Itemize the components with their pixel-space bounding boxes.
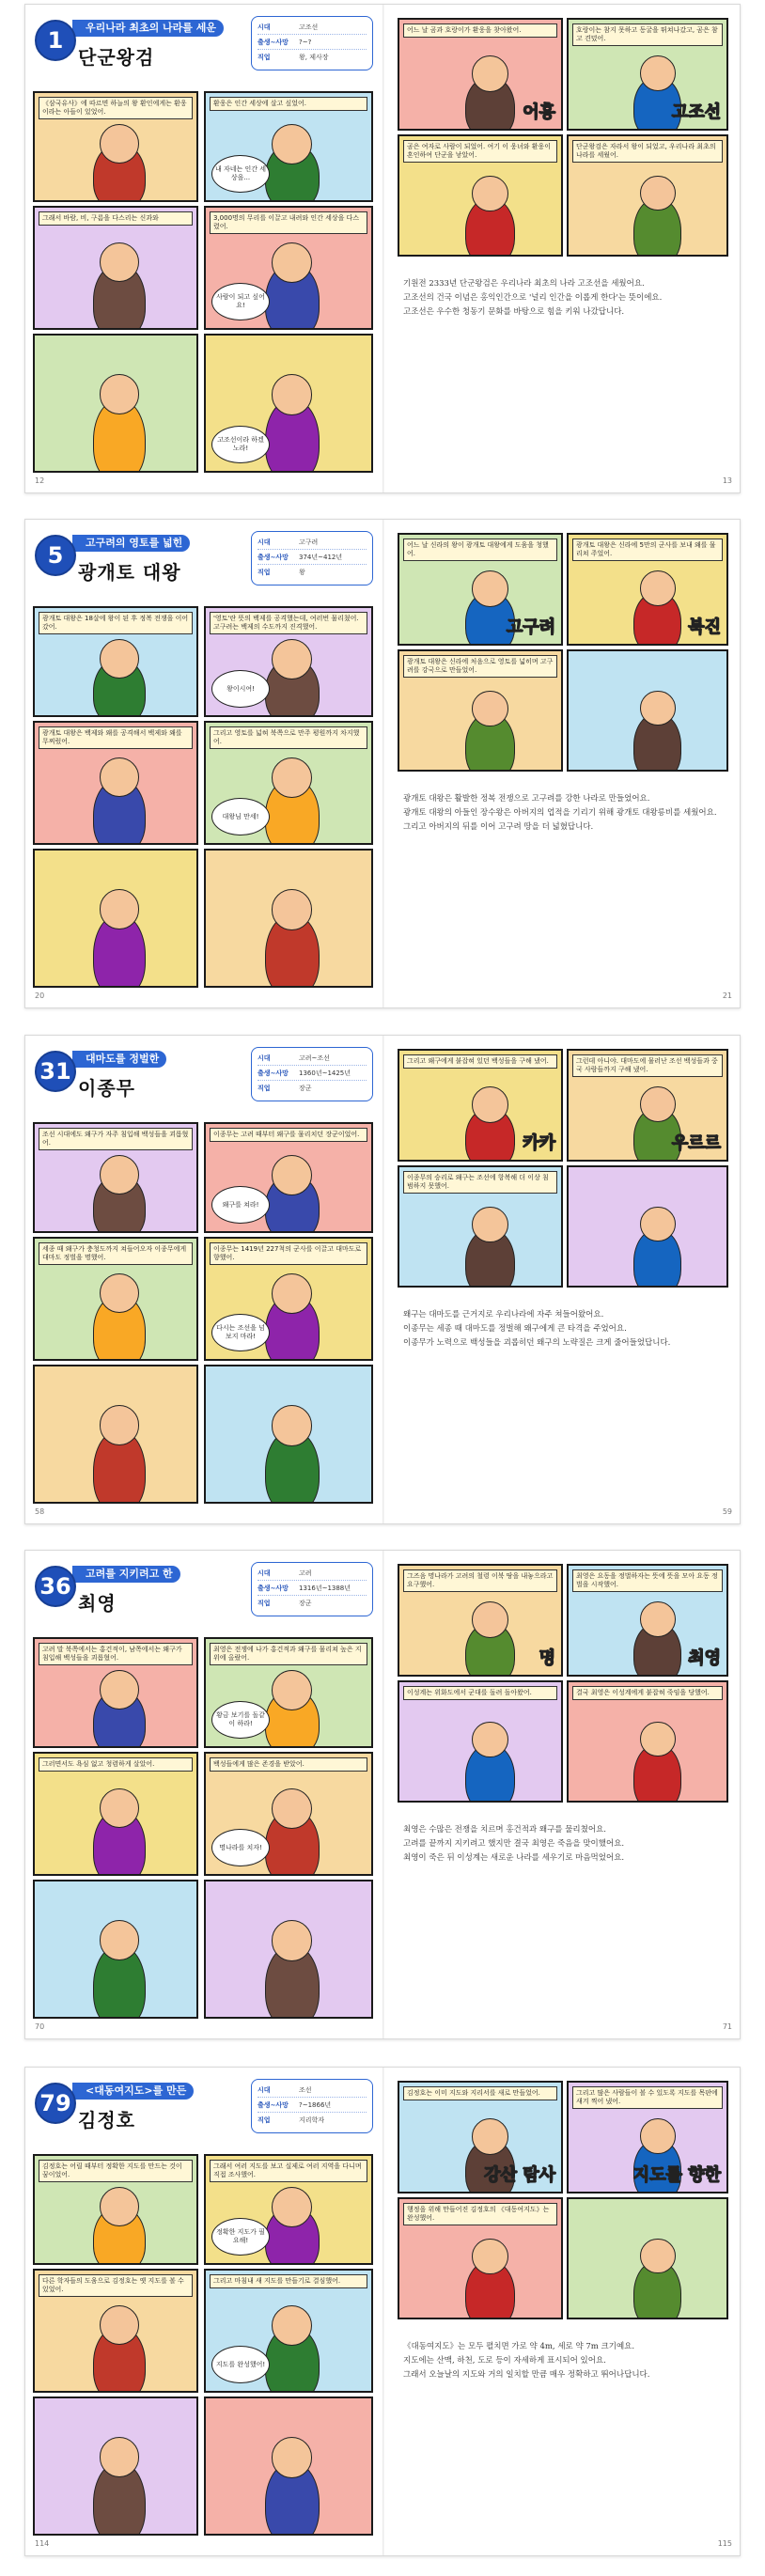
- panel-caption: 행정을 위해 만들어진 김정호의 《대동여지도》는 완성했어.: [403, 2203, 557, 2225]
- character-head: [100, 757, 139, 797]
- page-number: 71: [722, 2022, 732, 2031]
- sound-effect-text: 어흥: [523, 102, 555, 122]
- comic-panel: [398, 2081, 563, 2194]
- panel-caption: 광개토 대왕은 백제와 왜를 공격해서 백제와 왜를 무찌렀어.: [39, 726, 193, 749]
- info-label: 시대: [258, 1054, 271, 1062]
- character-head: [100, 1788, 139, 1828]
- comic-panel: [204, 1122, 373, 1233]
- character-head: [100, 1670, 139, 1710]
- page-number: 59: [722, 1507, 732, 1516]
- chapter-number-badge: 36: [35, 1566, 76, 1607]
- book-spread: [24, 2067, 741, 2556]
- comic-panel: [33, 721, 198, 845]
- info-value: 고려~조선: [299, 1054, 330, 1062]
- speech-bubble: 고조선이라 하겠노라!: [211, 426, 270, 463]
- character-head: [472, 176, 508, 212]
- info-value: ?~?: [299, 38, 312, 46]
- panel-caption: 이성계는 위화도에서 군대를 돌려 돌아왔어.: [403, 1686, 557, 1700]
- book-spread: [24, 519, 741, 1008]
- info-label: 직업: [258, 1085, 271, 1092]
- panel-caption: 고려 말 북쪽에서는 홍건적이, 남쪽에서는 왜구가 침입해 백성들을 괴롭혔어.: [39, 1643, 193, 1665]
- info-value: 1360년~1425년: [299, 1069, 351, 1077]
- info-row: [258, 20, 367, 35]
- comic-panel: [33, 606, 198, 717]
- chapter-header: [35, 16, 373, 84]
- comic-panel: [33, 2396, 198, 2536]
- panel-caption: '영토'란 뜻의 백제를 공격했는데, 여러번 물리쳤어. 고구려는 백제의 수도까지 진격했어.: [210, 612, 367, 634]
- comic-panel: [33, 2269, 198, 2393]
- chapter-number-badge: 5: [35, 535, 76, 576]
- narrative-paragraph: 기원전 2333년 단군왕검은 우리나라 최초의 나라 고조선을 세웠어요.: [403, 279, 645, 289]
- comic-panel: [33, 1880, 198, 2019]
- info-label: 직업: [258, 2116, 271, 2124]
- panel-caption: 이종무는 1419년 227척의 군사를 이끌고 대마도로 향했어.: [210, 1242, 367, 1265]
- comic-panel: [398, 649, 563, 772]
- panel-caption: 환웅은 인간 세상에 살고 싶었어.: [210, 97, 367, 111]
- info-row: [258, 565, 367, 580]
- character-head: [472, 1086, 508, 1123]
- character-head: [100, 639, 139, 679]
- left-page: [25, 520, 382, 1007]
- comic-panel: [204, 1752, 373, 1876]
- info-label: 출생~사망: [258, 1069, 289, 1077]
- chapter-number-badge: 79: [35, 2083, 76, 2124]
- narrative-paragraph: 이종무는 세종 때 대마도를 정벌해 왜구에게 큰 타격을 주었어요.: [403, 1324, 627, 1334]
- comic-panel: [204, 1365, 373, 1504]
- character-head: [100, 1405, 139, 1444]
- comic-panel: [567, 18, 728, 131]
- sound-effect-text: 지도를 향한: [632, 2165, 721, 2185]
- comic-panel: [567, 2081, 728, 2194]
- panel-caption: 최영은 요동을 정벌하자는 뜻에 뜻을 모아 요동 정벌을 시작했어.: [572, 1569, 723, 1592]
- chapter-subtitle: 대마도를 정벌한: [72, 1051, 166, 1068]
- speech-bubble: 왜구를 쳐라!: [211, 1186, 270, 1224]
- comic-panel: [33, 334, 198, 473]
- panel-caption: 김정호는 이미 지도와 지리서를 새로 만들었어.: [403, 2086, 557, 2100]
- info-value: 고조선: [299, 23, 319, 31]
- profile-info-box: [251, 16, 373, 70]
- info-row: [258, 2098, 367, 2113]
- comic-panel: [398, 1680, 563, 1803]
- comic-panel: [567, 1165, 728, 1288]
- comic-panel: [204, 2396, 373, 2536]
- info-label: 시대: [258, 23, 271, 31]
- info-row: [258, 535, 367, 550]
- panel-caption: 곰은 여자로 사람이 되었어. 여기 이 웅녀와 환웅이 혼인하여 단군을 낳았어.: [403, 140, 557, 163]
- info-value: 374년~412년: [299, 553, 343, 561]
- info-value: 고구려: [299, 538, 319, 546]
- panel-caption: 그래서 바람, 비, 구름을 다스리는 신과와: [39, 211, 193, 226]
- narrative-paragraph: 고조선은 우수한 청동기 문화를 바탕으로 힘을 키워 나갔답니다.: [403, 307, 625, 317]
- info-row: [258, 1566, 367, 1581]
- character-head: [272, 1920, 312, 1960]
- comic-panel: [33, 1637, 198, 1748]
- info-value: 왕: [299, 569, 305, 576]
- info-row: [258, 2113, 367, 2128]
- comic-panel: [567, 134, 728, 257]
- right-page: [384, 1036, 742, 1523]
- character-head: [272, 2437, 312, 2477]
- narrative-text: [403, 1823, 723, 1866]
- character-head: [100, 2437, 139, 2476]
- info-label: 직업: [258, 1600, 271, 1607]
- comic-panel: [567, 1049, 728, 1162]
- panel-caption: 호랑이는 참지 못하고 동굴을 뛰쳐나갔고, 곰은 참고 견뎠어.: [572, 23, 723, 46]
- chapter-subtitle: <대동여지도>를 만든: [72, 2083, 194, 2100]
- info-value: 조선: [299, 2085, 312, 2094]
- panel-caption: 단군왕검은 자라서 왕이 되었고, 우리나라 최초의 나라를 세웠어.: [572, 140, 723, 163]
- character-head: [472, 691, 508, 727]
- narrative-paragraph: 광개토 대왕은 활발한 정복 전쟁으로 고구려를 강한 나라로 만들었어요.: [403, 794, 650, 804]
- comic-panel: [567, 1680, 728, 1803]
- speech-bubble: 사람이 되고 싶어요!: [211, 283, 270, 320]
- chapter-header: [35, 1562, 373, 1630]
- profile-info-box: [251, 1562, 373, 1616]
- page-number: 20: [35, 991, 45, 1000]
- speech-bubble: 지도를 완성했어!: [211, 2346, 270, 2383]
- info-value: 왕, 제사장: [299, 54, 329, 61]
- book-spread: [24, 1550, 741, 2039]
- info-value: ?~1866년: [299, 2100, 332, 2109]
- chapter-subtitle: 우리나라 최초의 나라를 세운: [72, 20, 224, 37]
- comic-panel: [204, 206, 373, 330]
- sound-effect-text: 최영: [688, 1648, 721, 1668]
- panel-caption: 그래서 여러 지도를 보고 실제로 여러 지역을 다니며 직접 조사했어.: [210, 2160, 367, 2182]
- info-row: [258, 1051, 367, 1066]
- info-label: 출생~사망: [258, 38, 289, 46]
- book-spread: [24, 4, 741, 493]
- left-page: [25, 1551, 382, 2038]
- character-head: [100, 374, 139, 414]
- person-name: 이종무: [78, 1077, 135, 1100]
- info-value: 1316년~1388년: [299, 1584, 351, 1592]
- comic-panel: [204, 721, 373, 845]
- character-head: [640, 176, 676, 211]
- chapter-number-badge: 31: [35, 1051, 76, 1092]
- comic-panel: [567, 1564, 728, 1677]
- sound-effect-text: 명: [539, 1648, 555, 1668]
- left-page: [25, 1036, 382, 1523]
- panel-caption: 《삼국유사》에 따르면 하늘의 왕 환인에게는 환웅이라는 아들이 있었어.: [39, 97, 193, 119]
- comic-panel: [204, 334, 373, 473]
- panel-caption: 백성들에게 많은 존경을 받았어.: [210, 1757, 367, 1772]
- character-head: [472, 55, 508, 92]
- info-row: [258, 50, 367, 65]
- sound-effect-text: 카카: [523, 1133, 555, 1153]
- info-label: 출생~사망: [258, 2100, 289, 2109]
- person-name: 최영: [78, 1592, 117, 1615]
- character-head: [640, 691, 676, 726]
- panel-caption: 이종무는 고려 때부터 왜구를 물리치던 장군이었어.: [210, 1128, 367, 1142]
- character-head: [272, 889, 312, 929]
- info-label: 직업: [258, 569, 271, 576]
- info-row: [258, 2083, 367, 2098]
- character-head: [640, 1086, 676, 1122]
- panel-caption: 김정호는 어릴 때부터 정확한 지도를 만드는 것이 꿈이었어.: [39, 2160, 193, 2182]
- info-row: [258, 1066, 367, 1081]
- panel-caption: 결국 최영은 이성계에게 붙잡혀 죽임을 당했어.: [572, 1686, 723, 1700]
- comic-panel: [398, 1165, 563, 1288]
- comic-panel: [204, 1880, 373, 2019]
- speech-bubble: 정확한 지도가 필요해!: [211, 2218, 270, 2256]
- info-label: 출생~사망: [258, 1584, 289, 1592]
- panel-caption: 광개토 대왕은 18살에 왕이 된 후 정복 전쟁을 이어갔어.: [39, 612, 193, 634]
- info-label: 시대: [258, 538, 271, 546]
- profile-info-box: [251, 531, 373, 585]
- narrative-paragraph: 《대동여지도》는 모두 펼치면 가로 약 4m, 세로 약 7m 크기예요.: [403, 2342, 635, 2351]
- comic-panel: [398, 1564, 563, 1677]
- info-label: 시대: [258, 2085, 271, 2094]
- panel-caption: 그리고 왜구에게 붙잡혀 있던 백성들을 구해 냈어.: [403, 1054, 557, 1069]
- character-head: [472, 1601, 508, 1638]
- page-number: 21: [722, 991, 732, 1000]
- panel-caption: 그리고 영토를 넓혀 북쪽으로 만주 평원까지 차지했어.: [210, 726, 367, 749]
- character-head: [100, 1155, 139, 1194]
- info-label: 직업: [258, 54, 271, 61]
- comic-panel: [204, 91, 373, 202]
- narrative-text: [403, 2340, 723, 2382]
- comic-panel: [33, 849, 198, 988]
- speech-bubble: 왕이시여!: [211, 670, 270, 708]
- sound-effect-text: 북진: [688, 617, 721, 637]
- chapter-subtitle: 고려를 지키려고 한: [72, 1566, 180, 1583]
- panel-caption: 최영은 전쟁에 나가 홍건적과 왜구를 물리쳐 높은 지위에 올랐어.: [210, 1643, 367, 1665]
- right-page: [384, 5, 742, 492]
- comic-panel: [398, 134, 563, 257]
- comic-panel: [204, 849, 373, 988]
- comic-panel: [204, 606, 373, 717]
- comic-panel: [204, 2154, 373, 2265]
- info-value: 장군: [299, 1600, 312, 1607]
- panel-caption: 3,000명의 무리를 이끌고 내려와 인간 세상을 다스렸어.: [210, 211, 367, 234]
- chapter-header: [35, 2079, 373, 2147]
- character-head: [640, 1601, 676, 1637]
- sound-effect-text: 우르르: [671, 1133, 721, 1153]
- panel-caption: 이종무의 승리로 왜구는 조선에 항복해 더 이상 침범하지 못했어.: [403, 1171, 557, 1194]
- comic-panel: [33, 1752, 198, 1876]
- comic-panel: [204, 1237, 373, 1361]
- info-value: 고려: [299, 1569, 312, 1577]
- narrative-paragraph: 그래서 오늘날의 지도와 거의 일치할 만큼 매우 정확하고 뛰어나답니다.: [403, 2370, 650, 2380]
- chapter-header: [35, 1047, 373, 1115]
- character-head: [272, 1405, 312, 1445]
- character-head: [100, 1273, 139, 1313]
- narrative-text: [403, 1308, 723, 1350]
- character-head: [100, 242, 139, 282]
- speech-bubble: 다시는 조선을 넘보지 마라!: [211, 1314, 270, 1351]
- panel-caption: 광개토 대왕은 신라에 5만의 군사를 보내 왜를 물리쳐 주었어.: [572, 539, 723, 561]
- info-row: [258, 1581, 367, 1596]
- narrative-text: [403, 792, 723, 835]
- narrative-paragraph: 지도에는 산맥, 하천, 도로 등이 자세하게 표시되어 있어요.: [403, 2356, 606, 2365]
- narrative-paragraph: 최영은 수많은 전쟁을 치르며 홍건적과 왜구를 물리쳤어요.: [403, 1825, 606, 1834]
- character-head: [640, 2118, 676, 2154]
- narrative-paragraph: 광개토 대왕의 아들인 장수왕은 아버지의 업적을 기리기 위해 광개토 대왕릉비를 세웠어요.: [403, 808, 717, 818]
- panel-caption: 광개토 대왕은 신라에 처음으로 영토를 넓히며 고구려를 강국으로 만들었어.: [403, 655, 557, 678]
- narrative-paragraph: 최영이 죽은 뒤 이성계는 새로운 나라를 세우기로 마음먹었어요.: [403, 1853, 625, 1863]
- comic-panel: [33, 1122, 198, 1233]
- comic-panel: [567, 649, 728, 772]
- speech-bubble: 황금 보기를 돌같이 하라!: [211, 1701, 270, 1739]
- person-name: 광개토 대왕: [78, 561, 181, 584]
- character-head: [100, 2305, 139, 2345]
- comic-panel: [567, 2197, 728, 2319]
- comic-panel: [33, 1365, 198, 1504]
- narrative-paragraph: 그리고 아버지의 뒤를 이어 고구려 땅을 더 넓혔답니다.: [403, 822, 594, 832]
- narrative-paragraph: 왜구는 대마도를 근거지로 우리나라에 자주 쳐들어왔어요.: [403, 1310, 604, 1319]
- speech-bubble: 명나라를 치자!: [211, 1829, 270, 1866]
- comic-panel: [204, 2269, 373, 2393]
- comic-panel: [33, 1237, 198, 1361]
- person-name: 단군왕검: [78, 46, 155, 69]
- comic-panel: [398, 2197, 563, 2319]
- panel-caption: 그런데 아니야. 대마도에 물러난 조선 백성들과 중국 사람들까지 구해 냈어.: [572, 1054, 723, 1077]
- profile-info-box: [251, 2079, 373, 2133]
- person-name: 김정호: [78, 2109, 135, 2131]
- page-number: 115: [717, 2539, 732, 2548]
- profile-info-box: [251, 1047, 373, 1101]
- comic-panel: [204, 1637, 373, 1748]
- character-head: [472, 570, 508, 607]
- info-value: 지리학자: [299, 2116, 325, 2124]
- character-head: [100, 124, 139, 164]
- chapter-header: [35, 531, 373, 599]
- panel-caption: 그즈음 명나라가 고려의 철령 이북 땅을 내놓으라고 요구했어.: [403, 1569, 557, 1592]
- comic-panel: [398, 533, 563, 646]
- comic-panel: [33, 91, 198, 202]
- character-head: [640, 55, 676, 91]
- character-head: [640, 2239, 676, 2274]
- character-head: [272, 374, 312, 414]
- character-head: [640, 1722, 676, 1757]
- speech-bubble: 내 자네는 인간 세상을...: [211, 155, 270, 193]
- comic-panel: [33, 2154, 198, 2265]
- speech-bubble: 대왕님 만세!: [211, 798, 270, 835]
- comic-panel: [398, 18, 563, 131]
- comic-panel: [398, 1049, 563, 1162]
- right-page: [384, 2068, 742, 2555]
- info-label: 시대: [258, 1569, 271, 1577]
- character-head: [100, 2187, 139, 2226]
- narrative-paragraph: 고조선의 건국 이념은 홍익인간으로 '널리 인간을 이롭게 한다'는 뜻이에요.: [403, 293, 663, 303]
- character-head: [472, 1722, 508, 1758]
- panel-caption: 세종 때 왜구가 충청도까지 쳐들어오자 이종무에게 대마도 정벌을 명했어.: [39, 1242, 193, 1265]
- left-page: [25, 5, 382, 492]
- character-head: [100, 889, 139, 929]
- sound-effect-text: 강산 탐사: [484, 2165, 555, 2185]
- narrative-paragraph: 고려를 끝까지 지키려고 했지만 결국 최영은 죽음을 맞이했어요.: [403, 1839, 625, 1849]
- info-row: [258, 550, 367, 565]
- right-page: [384, 520, 742, 1007]
- comic-panel: [567, 533, 728, 646]
- sound-effect-text: 고구려: [506, 617, 555, 637]
- right-page: [384, 1551, 742, 2038]
- book-spread: [24, 1035, 741, 1524]
- page-number: 58: [35, 1507, 45, 1516]
- character-head: [640, 1207, 676, 1242]
- character-head: [472, 2118, 508, 2155]
- panel-caption: 다른 학자들의 도움으로 김정호는 옛 지도를 볼 수 있었어.: [39, 2274, 193, 2297]
- panel-caption: 그러면서도 욕심 없고 청렴하게 살았어.: [39, 1757, 193, 1772]
- character-head: [472, 1207, 508, 1243]
- page-number: 114: [35, 2539, 50, 2548]
- chapter-number-badge: 1: [35, 20, 76, 61]
- left-page: [25, 2068, 382, 2555]
- narrative-text: [403, 277, 723, 320]
- info-row: [258, 35, 367, 50]
- character-head: [640, 570, 676, 606]
- info-value: 장군: [299, 1085, 312, 1092]
- page-number: 13: [722, 476, 732, 485]
- narrative-paragraph: 이종무가 노력으로 백성들을 괴롭히던 왜구의 노략질은 크게 줄어들었답니다.: [403, 1338, 671, 1348]
- panel-caption: 그리고 많은 사람들이 볼 수 있도록 지도를 목판에 새겨 찍어 냈어.: [572, 2086, 723, 2109]
- page-number: 70: [35, 2022, 45, 2031]
- page-number: 12: [35, 476, 45, 485]
- comic-panel: [33, 206, 198, 330]
- info-row: [258, 1596, 367, 1611]
- sound-effect-text: 고조선: [671, 102, 721, 122]
- info-row: [258, 1081, 367, 1096]
- panel-caption: 어느 날 곰과 호랑이가 환웅을 찾아왔어.: [403, 23, 557, 38]
- character-head: [472, 2239, 508, 2275]
- panel-caption: 어느 날 신라의 왕이 광개토 대왕에게 도움을 청했어.: [403, 539, 557, 561]
- panel-caption: 그리고 마침내 새 지도를 만들기로 결심했어.: [210, 2274, 367, 2288]
- character-head: [100, 1920, 139, 1959]
- chapter-subtitle: 고구려의 영토를 넓힌: [72, 535, 190, 552]
- info-label: 출생~사망: [258, 553, 289, 561]
- panel-caption: 조선 시대에도 왜구가 자주 침입해 백성들을 괴롭혔어.: [39, 1128, 193, 1150]
